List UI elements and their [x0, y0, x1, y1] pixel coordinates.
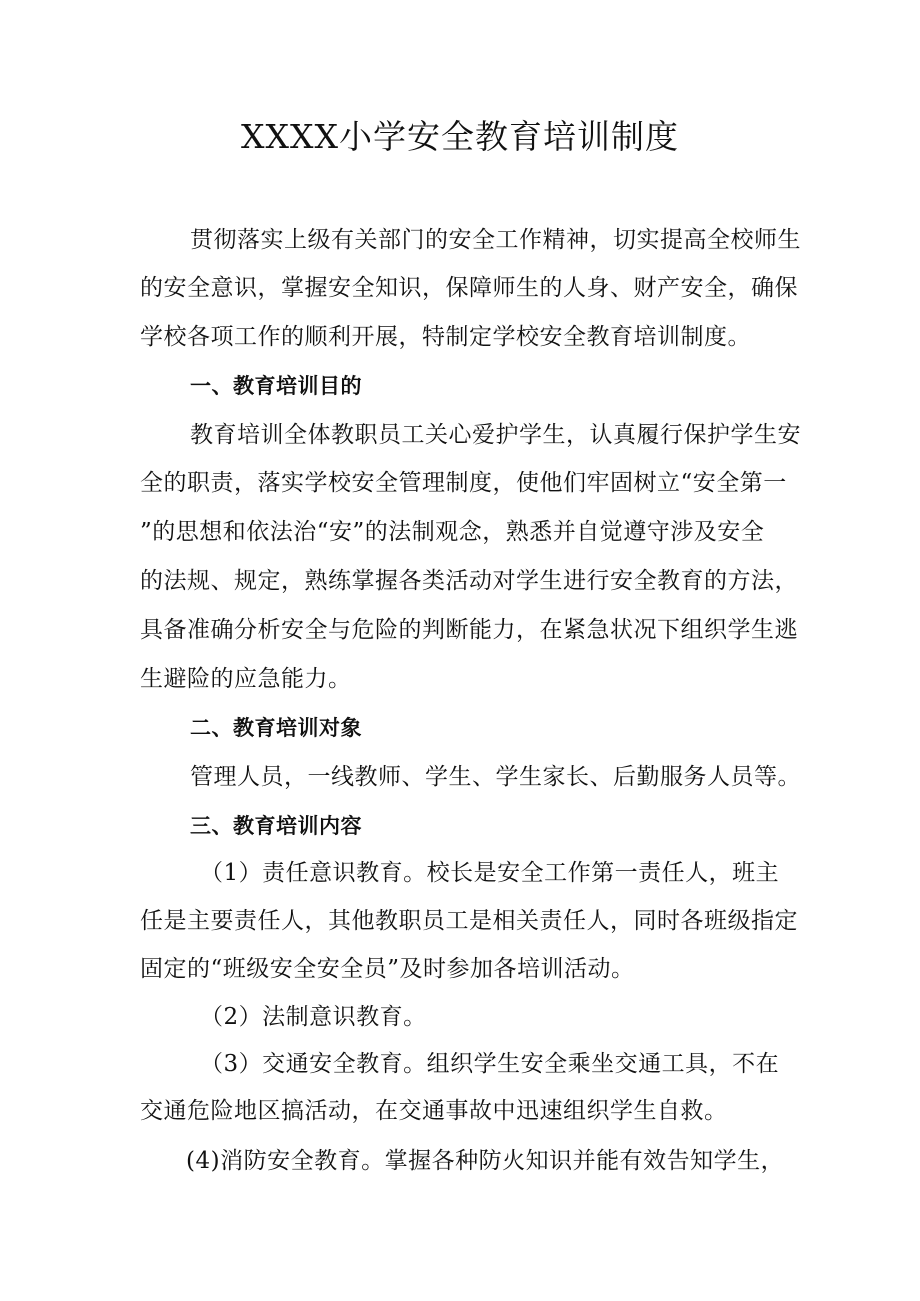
intro-line: 贯彻落实上级有关部门的安全工作精神，切实提高全校师生 — [190, 227, 801, 253]
list-item-line: 交通危险地区搞活动，在交通事故中迅速组织学生自救。 — [140, 1098, 728, 1124]
document-title: XXXX小学安全教育培训制度 — [241, 117, 679, 156]
intro-line: 的安全意识，掌握安全知识，保障师生的人身、财产安全，确保 — [140, 275, 798, 301]
intro-line: 学校各项工作的顺利开展，特制定学校安全教育培训制度。 — [140, 324, 751, 350]
paragraph-line: 具备准确分析安全与危险的判断能力，在紧急状况下组织学生逃 — [140, 617, 798, 643]
paragraph-line: 全的职责，落实学校安全管理制度，使他们牢固树立“安全第一 — [140, 470, 787, 496]
paragraph-line: 管理人员，一线教师、学生、学生家长、后勤服务人员等。 — [190, 764, 801, 790]
list-item-line: 任是主要责任人，其他教职员工是相关责任人，同时各班级指定 — [140, 908, 798, 934]
section-heading: 一、教育培训目的 — [190, 374, 362, 398]
list-item-line: (4)消防安全教育。掌握各种防火知识并能有效告知学生， — [186, 1148, 785, 1174]
paragraph-line: 教育培训全体教职员工关心爱护学生，认真履行保护学生安 — [190, 422, 801, 448]
paragraph-line: ”的思想和依法治“安”的法制观念，熟悉并自觉遵守涉及安全 — [140, 519, 765, 545]
paragraph-line: 生避险的应急能力。 — [140, 666, 352, 692]
paragraph-line: 的法规、规定，熟练掌握各类活动对学生进行安全教育的方法， — [140, 568, 798, 594]
list-item-line: （1）责任意识教育。校长是安全工作第一责任人，班主 — [200, 860, 780, 886]
list-item-line: 固定的“班级安全安全员”及时参加各培训活动。 — [140, 956, 635, 982]
section-heading: 二、教育培训对象 — [190, 716, 362, 740]
list-item-line: （3）交通安全教育。组织学生安全乘坐交通工具，不在 — [200, 1051, 780, 1077]
list-item-line: （2）法制意识教育。 — [200, 1004, 427, 1030]
section-heading: 三、教育培训内容 — [190, 814, 362, 838]
